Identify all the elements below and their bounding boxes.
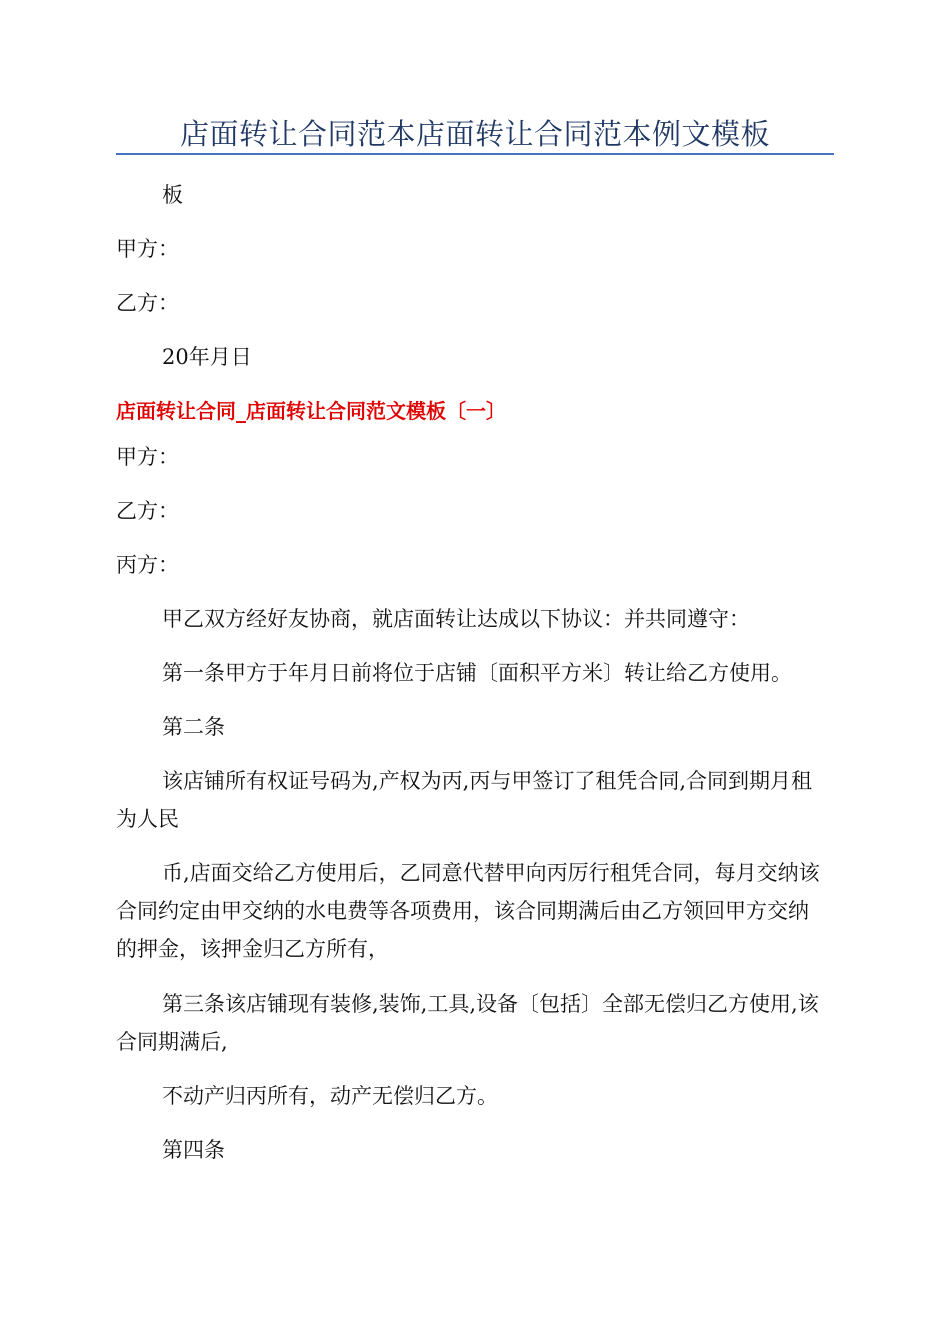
article-3-continued: 不动产归丙所有，动产无偿归乙方。 (162, 1084, 498, 1108)
party-a-label: 甲方： (116, 237, 179, 261)
party-b-label: 乙方： (116, 291, 179, 315)
article-2-heading: 第二条 (162, 715, 225, 739)
paragraph-continuation: 板 (162, 183, 183, 207)
article-1: 第一条甲方于年月日前将位于店铺〔面积平方米〕转让给乙方使用。 (162, 661, 792, 685)
date-line: 20年月日 (162, 345, 252, 369)
article-2-continued: 币,店面交给乙方使用后，乙同意代替甲向丙厉行租凭合同，每月交纳该合同约定由甲交纳的水电费等各项费用，该合同期满后由乙方领回甲方交纳的押金，该押金归乙方所有， (116, 861, 820, 961)
party-a-label-2: 甲方： (116, 445, 179, 469)
party-b-label-2: 乙方： (116, 499, 179, 523)
title-underline (116, 153, 834, 155)
article-2-text: 该店铺所有权证号码为,产权为丙,丙与甲签订了租凭合同,合同到期月租为人民 (116, 769, 813, 831)
article-4-heading: 第四条 (162, 1138, 225, 1162)
party-c-label: 丙方： (116, 553, 179, 577)
article-3: 第三条该店铺现有装修,装饰,工具,设备〔包括〕全部无偿归乙方使用,该合同期满后, (116, 992, 819, 1054)
document-title: 店面转让合同范本店面转让合同范本例文模板 (179, 117, 770, 151)
agreement-intro: 甲乙双方经好友协商，就店面转让达成以下协议：并共同遵守： (162, 607, 750, 631)
section-heading: 店面转让合同_店面转让合同范文模板〔一〕 (116, 399, 506, 423)
